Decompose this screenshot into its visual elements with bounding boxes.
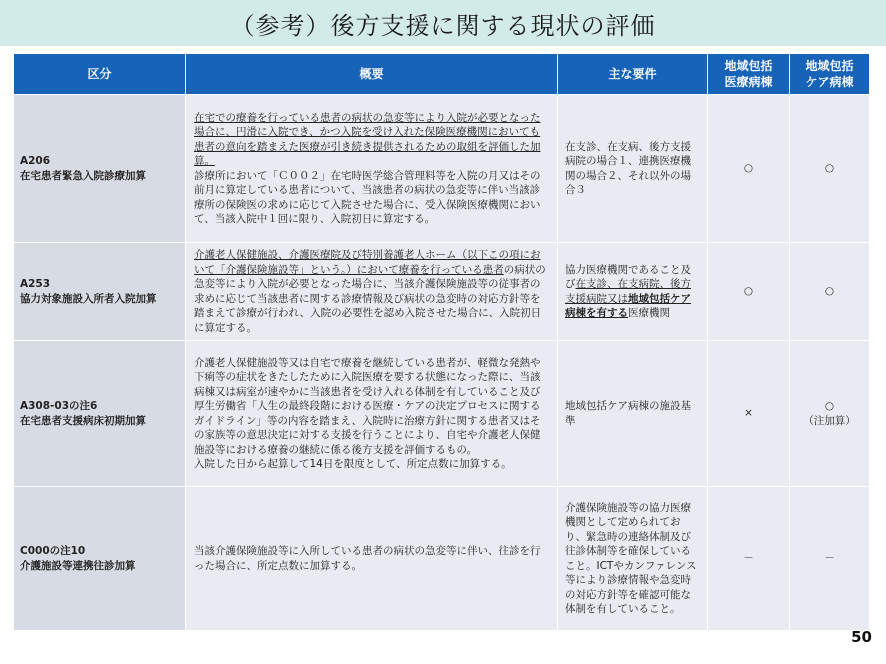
community-care-ward-mark: － (790, 487, 870, 631)
overview-text: の病状の急変等により入院が必要となった場合に、当該介護保険施設等の従事者の求めに応じて当該患者に関する診療情報及び病状の急変時の対応方針等を踏まえて診療が行われ、入院の必要性を認め入院させた場合に、入院初日に算定する。 (194, 263, 546, 334)
requirements-cell: 在支診、在支病、後方支援病院の場合１、連携医療機関の場合２、それ以外の場合３ (558, 95, 708, 243)
header-requirements: 主な要件 (558, 54, 708, 95)
header-community-medical-ward (708, 54, 790, 95)
header-col2-line1: 地域包括 (805, 59, 854, 73)
category-cell (14, 487, 186, 631)
header-community-care-ward (790, 54, 870, 95)
header-col1-line1: 地域包括 (724, 59, 773, 73)
header-category: 区分 (14, 54, 186, 95)
category-cell (14, 95, 186, 243)
item-code: A253 (20, 278, 51, 290)
overview-cell (186, 95, 558, 243)
overview-cell (186, 341, 558, 487)
overview-text: 診療所において「Ｃ００２」在宅時医学総合管理料等を入院の月又はその前月に算定している患者について、当該患者の病状の急変等に伴い当該診療所の保険医の求めに応じて入院させた場合に、受入保険医療機関において、当該入院中１回に限り、入院初日に算定する。 (194, 169, 541, 225)
community-medical-ward-mark: － (708, 487, 790, 631)
table-row (14, 487, 870, 631)
item-code: A308-03の注6 (20, 400, 98, 412)
mark-note: （注加算） (803, 414, 856, 427)
requirement-text: 協力医療機関であること及び (565, 263, 691, 290)
requirements-cell: 地域包括ケア病棟の施設基準 (558, 341, 708, 487)
table-row (14, 243, 870, 341)
item-name: 協力対象施設入所者入院加算 (20, 292, 157, 305)
header-col1-line2: 医療病棟 (724, 75, 773, 89)
table-row (14, 341, 870, 487)
item-name: 在宅患者緊急入院診療加算 (20, 169, 146, 182)
requirement-text-underlined: 在支診、在支病院、後方支援病院又は (565, 278, 691, 305)
community-medical-ward-mark: × (708, 341, 790, 487)
title-band (0, 0, 886, 46)
category-cell (14, 243, 186, 341)
community-care-ward-mark: ○ (790, 95, 870, 243)
table-row (14, 95, 870, 243)
evaluation-table (13, 53, 870, 631)
header-overview: 概要 (186, 54, 558, 95)
community-medical-ward-mark: ○ (708, 95, 790, 243)
overview-text: 入院した日から起算して14日を限度として、所定点数に加算する。 (194, 458, 512, 470)
overview-cell: 当該介護保険施設等に入所している患者の病状の急変等に伴い、往診を行った場合に、所定点数に加算する。 (186, 487, 558, 631)
table-header-row (14, 54, 870, 95)
requirements-cell: 介護保険施設等の協力医療機関として定められており、緊急時の連絡体制及び往診体制等を確保していること。ICTやカンファレンス等により診療情報や急変時の対応方針等を確認可能な体制を有していること。 (558, 487, 708, 631)
requirement-text-emphasis: 地域包括ケア病棟を有する (565, 292, 691, 319)
category-cell (14, 341, 186, 487)
item-name: 在宅患者支援病床初期加算 (20, 414, 146, 427)
item-code: C000の注10 (20, 545, 86, 557)
overview-text-underlined: 介護老人保健施設、介護医療院及び特別養護老人ホーム（以下この項において「介護保険施設等」という。）において療養を行っている患者 (194, 249, 541, 276)
overview-text: 介護老人保健施設等又は自宅で療養を継続している患者が、軽微な発熱や下痢等の症状をきたしたために入院医療を要する状態になった際に、当該病棟又は病室が速やかに当該患者を受け入れる体制を有していること及び厚生労働省「人生の最終段階における医療・ケアの決定プロセスに関するガイドライン」等の内容を踏まえ、入院時に治療方針に関する患者又はその家族等の意思決定に対する支援を行うことにより、自宅や介護老人保健施設等における療養の継続に係る後方支援を評価するもの。 (194, 356, 541, 456)
page-title: （参考）後方支援に関する現状の評価 (230, 11, 656, 40)
item-name: 介護施設等連携往診加算 (20, 559, 136, 572)
mark-symbol: ○ (824, 400, 835, 412)
community-care-ward-mark (790, 341, 870, 487)
overview-cell (186, 243, 558, 341)
community-care-ward-mark: ○ (790, 243, 870, 341)
overview-text-underlined: 在宅での療養を行っている患者の病状の急変等により入院が必要となった場合に、円滑に入院でき、かつ入院を受け入れた保険医療機関においても患者の意向を踏まえた医療が引き続き提供されるための取組を評価した加算。 (194, 111, 541, 167)
requirements-cell (558, 243, 708, 341)
header-col2-line2: ケア病棟 (805, 75, 854, 89)
item-code: A206 (20, 155, 51, 167)
community-medical-ward-mark: ○ (708, 243, 790, 341)
requirement-text: 医療機関 (628, 307, 670, 319)
page-number: 50 (851, 628, 872, 646)
